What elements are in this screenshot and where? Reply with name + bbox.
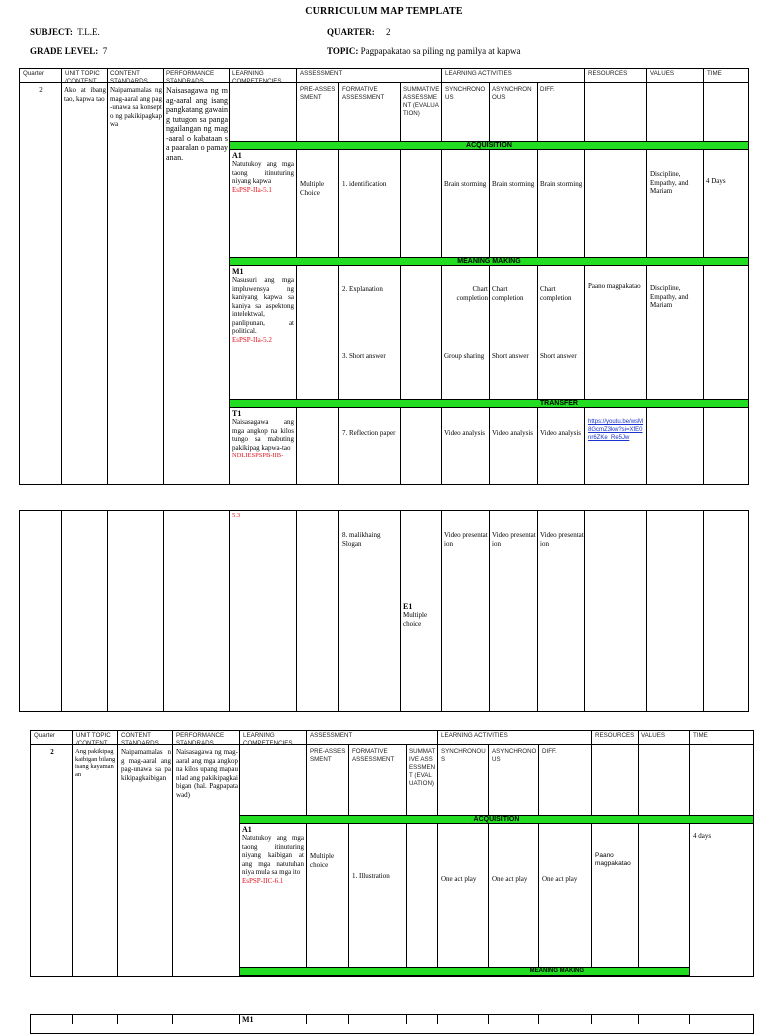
t3-header-summative: SUMMATIVE ASSESSMENT (EVALUATION) (409, 748, 436, 787)
header-learning-activities: LEARNING ACTIVITIES (445, 70, 512, 77)
t3-header-quarter: Quarter (34, 732, 55, 739)
quarter-line: QUARTER: 2 (327, 27, 391, 37)
a1-synchronous: Brain storming (444, 180, 487, 188)
t3-content-standards-text: Naipamamalas ng mag-aaral ang pag-unawa sa pakikipagkaibigan (121, 748, 171, 782)
t1-asynchronous: Video analysis (492, 429, 533, 437)
t3-unit-topic-text: Ang pakikipagkaibigan bilang isang kayamanan (75, 748, 116, 778)
unit-topic-text: Ako at ibang tao, kapwa tao (64, 86, 106, 103)
topic-line: TOPIC: Pagpapakatao sa piling ng pamilya at kapwa (327, 46, 521, 56)
header-unit-topic: UNIT TOPIC /CONTENT (65, 70, 100, 85)
competency-a1: A1 Natutukoy ang mga taong itinuturing niyang kapwa EsPSP-IIa-5.1 (232, 151, 294, 194)
t3-quarter-value: 2 (50, 748, 54, 756)
header-resources: RESOURCES (588, 70, 628, 77)
t3-header-content-standards: CONTENT STANDARDS (121, 732, 159, 747)
t3-header-asynchronous: ASYNCHRONOUS (492, 748, 537, 763)
m1-resources: Paano magpakatao (588, 282, 641, 290)
m1-synchronous-1: Chart completion (456, 285, 488, 302)
m1-synchronous-2: Group sharing (444, 352, 485, 360)
a1-formative: 1. identification (342, 180, 387, 188)
a1-pre-assessment: Multiple Choice (300, 180, 325, 197)
t3-header-learning-activities: LEARNING ACTIVITIES (441, 732, 508, 739)
t3-header-unit-topic: UNIT TOPIC /CONTENT (76, 732, 111, 747)
header-content-standards: CONTENT STANDARDS (110, 70, 148, 85)
code-continuation: 5.3 (232, 512, 241, 519)
t3-a1-time: 4 days (693, 832, 712, 840)
a1-time: 4 Days (706, 177, 726, 185)
header-values: VALUES (650, 70, 674, 77)
header-pre-assessment: PRE-ASSESSMENT (300, 86, 336, 101)
transfer-bar: TRANSFER (229, 399, 749, 408)
competency-m1: M1 Nasusuri ang mga impluwensya ng kaniyang kapwa sa kaniya sa aspektong intelektwal, panlipunan, at political. EsPSP-IIa-5.2 (232, 267, 294, 344)
header-time: TIME (707, 70, 722, 77)
content-standards-text: Naipamamalas ng mag-aaral ang pag-unawa sa konsepto ng pakikipagkapwa (110, 86, 162, 128)
t3-a1-asynchronous: One act play (492, 875, 528, 883)
t3-header-time: TIME (693, 732, 708, 739)
a1-asynchronous: Brain storming (492, 180, 535, 188)
header-assessment: ASSESSMENT (300, 70, 343, 77)
t2-diff: Video presentation (540, 531, 584, 548)
a1-diff: Brain storming (540, 180, 583, 188)
m1-formative-2: 3. Short answer (342, 352, 386, 360)
header-formative: FORMATIVE ASSESSMENT (342, 86, 385, 101)
grade-level-line: GRADE LEVEL: 7 (30, 46, 108, 56)
competency-t1: T1 Naisasagawa ang mga angkop na kilos tungo sa mabuting pakikipag kapwa-tao NDLIESPSPB-IIB- (232, 409, 294, 459)
t3-a1-synchronous: One act play (441, 875, 477, 883)
t3-header-resources: RESOURCES (595, 732, 635, 739)
t2-asynchronous: Video presentation (492, 531, 536, 548)
t3-header-assessment: ASSESSMENT (310, 732, 353, 739)
header-diff: DIFF. (540, 86, 555, 93)
t1-synchronous: Video analysis (444, 429, 485, 437)
t3-a1-pre-assessment: Multiple choice (310, 852, 335, 869)
t1-formative-8: 8. malikhaing Slogan (342, 531, 381, 548)
t3-header-learning-competencies: LEARNING COMPETENCIES (243, 732, 293, 747)
t3-performance-standards-text: Naisasagawa ng mag-aaral ang mga angkop na kilos upang mapaunlad ang pakikipagkaibigan (hal. Pagpapatawad) (176, 748, 238, 799)
t1-formative: 7. Reflection paper (342, 429, 396, 437)
t3-a1-formative: 1. Illustration (352, 872, 390, 880)
t3-competency-a1: A1 Natutukoy ang mga taong itinuturing niyang kaibigan at ang mga natutuhan niya mula sa mga ito EsPSP-IIC-6.1 (242, 825, 304, 885)
m1-diff-1: Chart completion (540, 285, 572, 302)
m1-asynchronous-2: Short answer (492, 352, 529, 360)
header-asynchronous: ASYNCHRONOUS (492, 86, 532, 101)
m1-diff-2: Short answer (540, 352, 577, 360)
acquisition-bar: ACQUISITION (229, 141, 749, 150)
t4-competency-m1-label: M1 (242, 1015, 254, 1024)
header-learning-competencies: LEARNING COMPETENCIES (232, 70, 282, 85)
header-summative: SUMMATIVE ASSESSMENT (EVALUATION) (403, 86, 440, 117)
t3-header-pre-assessment: PRE-ASSESSMENT (310, 748, 346, 763)
header-synchronous: SYNCHRONOUS (445, 86, 486, 101)
t3-header-values: VALUES (641, 732, 665, 739)
m1-asynchronous-1: Chart completion (492, 285, 524, 302)
m1-values: Discipline, Empathy, and Mariam (650, 284, 689, 309)
t3-meaning-making-bar: MEANING MAKING (239, 967, 690, 976)
t3-header-diff: DIFF. (542, 748, 557, 755)
t3-header-formative: FORMATIVE ASSESSMENT (352, 748, 395, 763)
subject-line: SUBJECT: T.L.E. (30, 27, 100, 37)
t3-a1-resources: Paano magpakatao (595, 852, 631, 867)
meaning-making-bar: MEANING MAKING (229, 257, 749, 266)
quarter-value: 2 (39, 86, 43, 94)
t3-header-synchronous: SYNCHRONOUS (441, 748, 486, 763)
t3-header-performance-standards: PERFORMANCE STANDRADS (176, 732, 225, 747)
a1-values: Discipline, Empathy, and Mariam (650, 170, 689, 195)
curriculum-table-4 (30, 1014, 754, 1034)
header-performance-standards: PERFORMANCE STANDRADS (166, 70, 215, 85)
t3-a1-diff: One act play (542, 875, 578, 883)
performance-standards-text: Naisasagawa ng mag-aaral ang isang pangkatang gawaing tutugon sa pangangailangan ng mag-aaral o kabataan sa paaralan o pamayanan. (166, 86, 228, 162)
evaluation-e1: E1 Multiple choice (403, 602, 428, 628)
m1-formative-1: 2. Explanation (342, 285, 383, 293)
t2-synchronous: Video presentation (444, 531, 488, 548)
t1-resource-link[interactable]: https://youtu.be/wsM8GcmZ3kw?si=XfE0nr6ZKe_Re5Jw (588, 419, 644, 441)
t3-acquisition-bar: ACQUISITION (239, 815, 754, 824)
header-quarter: Quarter (23, 70, 44, 77)
t1-diff: Video analysis (540, 429, 581, 437)
document-title: CURRICULUM MAP TEMPLATE (305, 6, 463, 17)
